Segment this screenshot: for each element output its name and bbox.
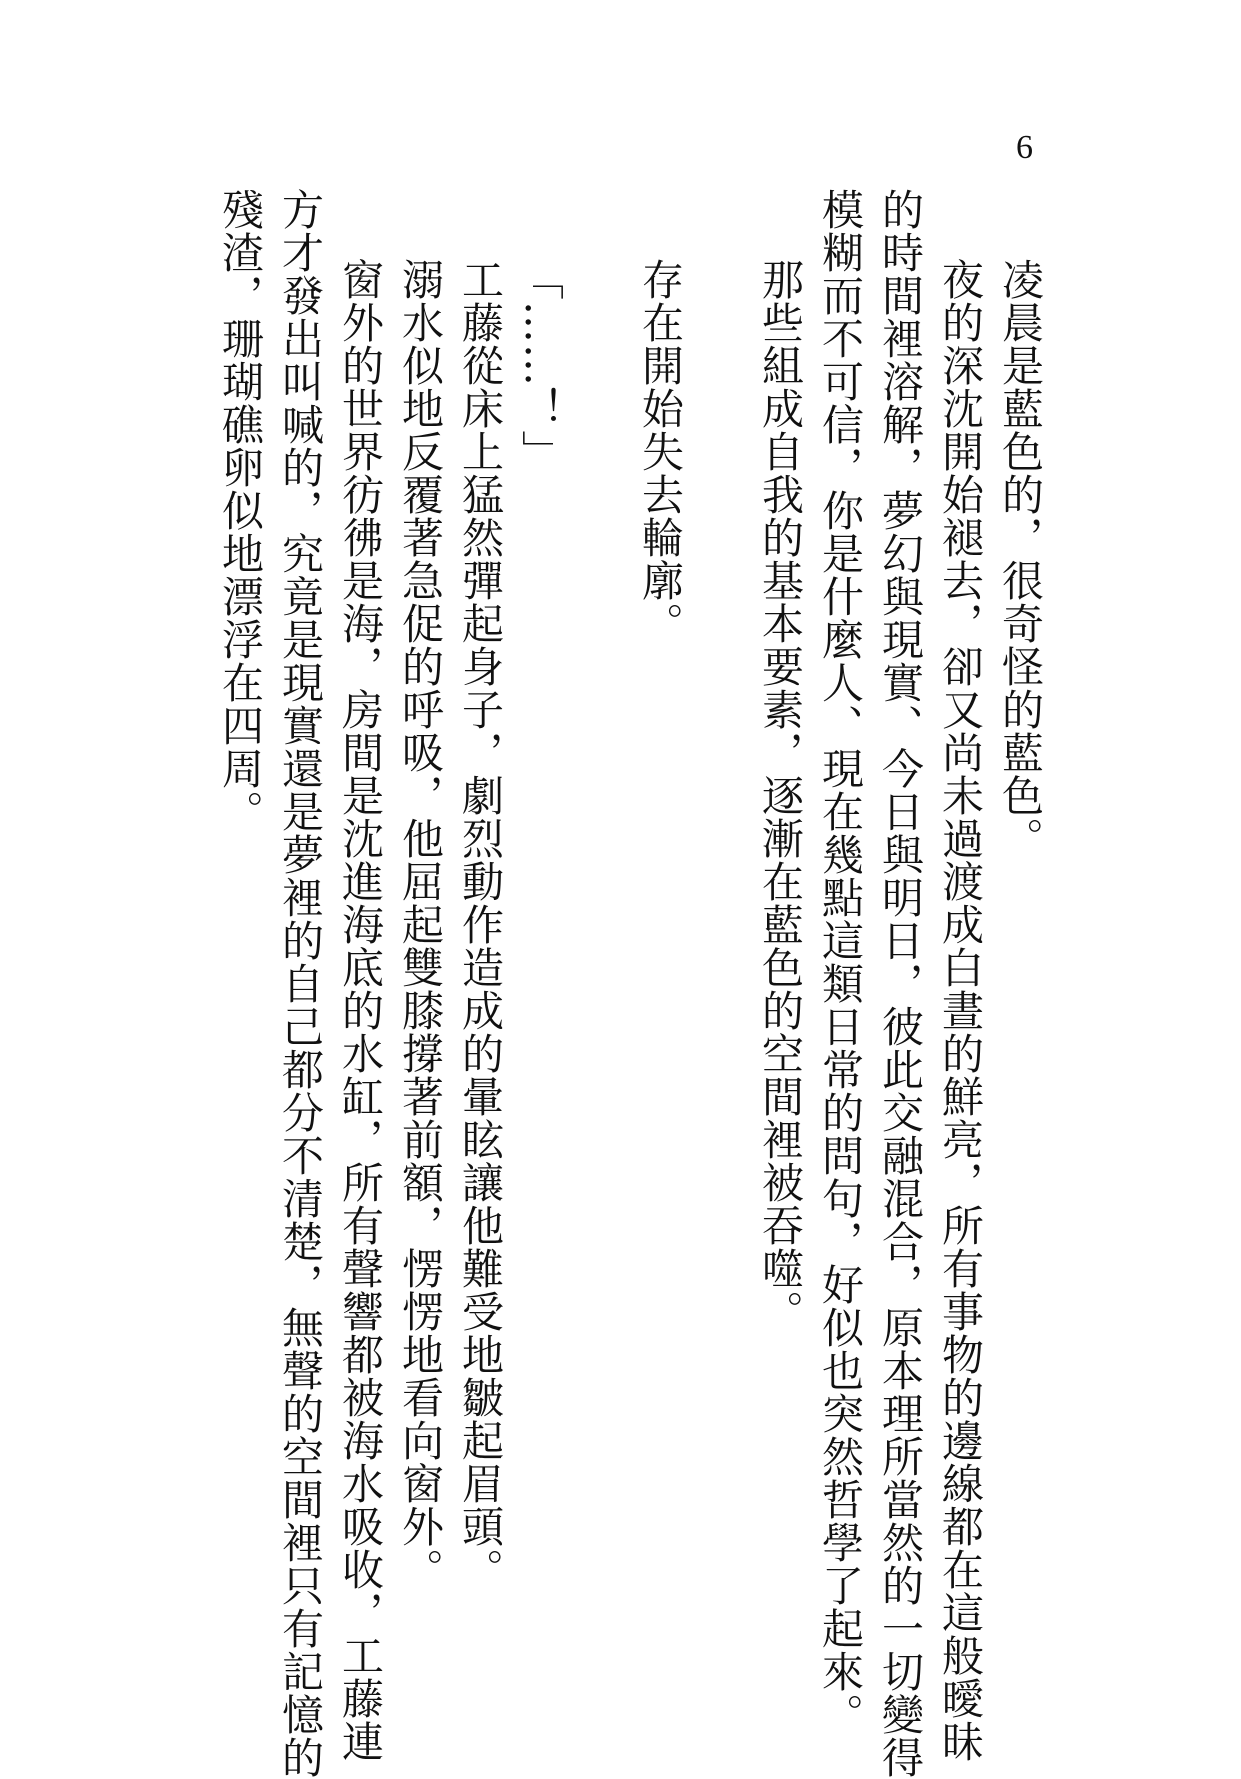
- page-number: 6: [1016, 129, 1033, 166]
- paragraph-line: 殘渣，珊瑚礁卵似地漂浮在四周。: [216, 188, 265, 833]
- paragraph-line: 溺水似地反覆著急促的呼吸，他屈起雙膝撐著前額，愣愣地看向窗外。: [396, 258, 445, 1591]
- paragraph-line: 凌晨是藍色的，很奇怪的藍色。: [996, 258, 1045, 860]
- paragraph-line: 的時間裡溶解，夢幻與現實、今日與明日，彼此交融混合，原本理所當然的一切變得: [876, 188, 925, 1779]
- paragraph-line: 存在開始失去輪廓。: [636, 258, 685, 645]
- paragraph-line: 夜的深沈開始褪去，卻又尚未過渡成白晝的鮮亮，所有事物的邊線都在這般曖昧: [936, 258, 985, 1763]
- dialogue-line: 「……！」: [516, 258, 565, 473]
- paragraph-line: 模糊而不可信，你是什麼人、現在幾點這類日常的問句，好似也突然哲學了起來。: [816, 188, 865, 1736]
- paragraph-line: 方才發出叫喊的，究竟是現實還是夢裡的自己都分不清楚，無聲的空間裡只有記憶的: [276, 188, 325, 1779]
- paragraph-line: 工藤從床上猛然彈起身子，劇烈動作造成的暈眩讓他難受地皺起眉頭。: [456, 258, 505, 1591]
- paragraph-line: 窗外的世界彷彿是海，房間是沈進海底的水缸，所有聲響都被海水吸收，工藤連: [336, 258, 385, 1763]
- paragraph-line: 那些組成自我的基本要素，逐漸在藍色的空間裡被吞噬。: [756, 258, 805, 1333]
